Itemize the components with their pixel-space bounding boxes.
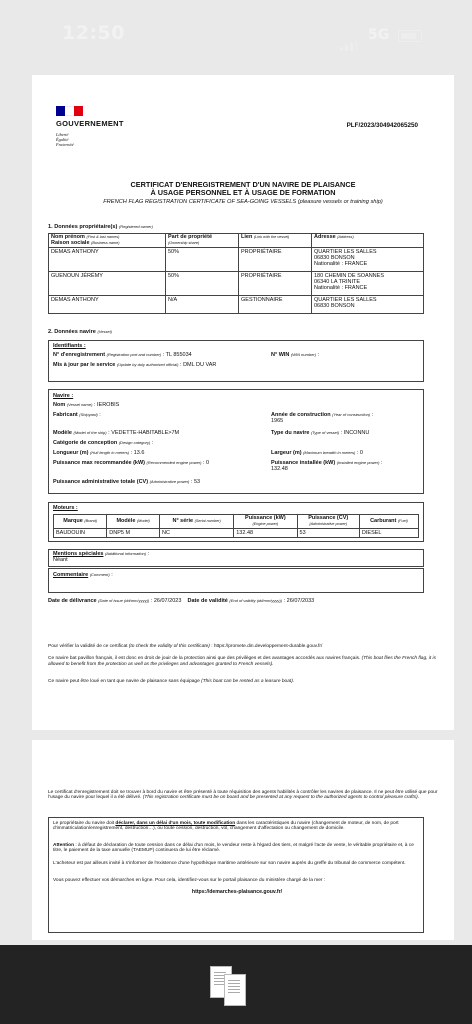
check-validity-note: Pour vérifier la validité de ce certificat (to check the validity of this certificate) : https://promete.din.developpement-durable.gouv.fr/	[48, 644, 323, 649]
vessel-section-title: 2. Données navire (Vessel)	[48, 329, 112, 335]
registration-number: N° d'enregistrement (Registration port and number) : TL 855034	[53, 352, 192, 358]
owners-table: Nom prénom (First & last names) Raison sociale (Business name) Part de propriété (Ownership share) Lien (Link with the vessel) Adresse (Address) DEMAS ANTHONY 50% PROPRIÉTAIRE QUARTIER LES SALLES 06830 BONSON Nationalité : FRANCE GUENOUN JÉRÉMY 50% PROPRIÉTAIRE 180 CHEMIN DE SOANNES 06340 LA TRINITE Nationalité : FRANCE DEMAS ANTHONY N/A GESTIONNAIRE QUARTIER LES SALLES 06830 BONSON	[48, 233, 424, 314]
warning-note: Attention : à défaut de déclaration de toute cession dans ce délai d'un mois, le vendeur reste à l'égard des tiers, et malgré l'acte de vente, le véritable propriétaire et, à ce titre, le paiement de la taxe annuelle (TAEMUP) continuera de lui être réclamé.	[53, 843, 414, 854]
identifiers-heading: Identifiants :	[53, 343, 86, 349]
win-number: N° WIN (WIN number) :	[271, 352, 320, 358]
rental-note: Ce navire peut être loué en tant que navire de plaisance sans équipage (This boat can be rented as a leasure boat).	[48, 679, 295, 684]
document-title: CERTIFICAT D'ENREGISTREMENT D'UN NAVIRE DE PLAISANCE À USAGE PERSONNEL ET À USAGE DE FORMATION	[130, 180, 356, 197]
comment-box	[48, 568, 424, 593]
recommended-power: Puissance max recommandée (kW) (Recommended engine power) : 0	[53, 460, 210, 466]
battery-icon	[398, 30, 422, 42]
vessel-type: Type du navire (Type of vessel) : INCONNU	[271, 430, 370, 436]
updated-by: Mis à jour par le service (Update by duly authorised official) : DML DU VAR	[53, 362, 217, 368]
engines-heading: Moteurs :	[53, 505, 78, 511]
certificate-reference: PLF/2023/304942065250	[346, 122, 418, 129]
vessel-maker: Fabricant (Shipyard) :	[53, 412, 101, 418]
administrative-power: Puissance administrative totale (CV) (Administrative power) : 53	[53, 479, 201, 485]
table-row: DEMAS ANTHONY N/A GESTIONNAIRE QUARTIER LES SALLES 06830 BONSON	[49, 296, 424, 314]
issue-date-label: Date de délivrance	[48, 598, 97, 604]
document-subtitle: FRENCH FLAG REGISTRATION CERTIFICATE OF SEA-GOING VESSELS (pleasure vessels or training ship)	[103, 199, 383, 205]
owner-obligations-box	[48, 817, 424, 933]
validity-date: : 26/07/2033	[283, 598, 315, 604]
identifiers-box	[48, 340, 424, 382]
flag-note: Ce navire bat pavillon français, il est donc en droit de jouir de la protection ainsi que des privilèges et des avantages accordés aux navires français. (This boat flies the French flag, it is allowed to benefit from the protection as well as the privileges and advantages granted to French vessels).	[48, 656, 436, 667]
onboard-note: Le certificat d'enregistrement doit se trouver à bord du navire et être présenté à toute réquisition des agents habilités à contrôler les navires de plaisance. Il ne peut être utilisé que pour l'usage du navire pour lequel il a été délivré. (This registration certificate must be on board and be presented at any request to the authorized agents to control pleasure crafts).	[48, 790, 438, 801]
mortgage-note: L'acheteur est par ailleurs invité à s'informer de l'existence d'une hypothèque maritime antérieure sur son navire auprès du greffe du tribunal de commerce compétent.	[53, 861, 406, 866]
validity-date-label: Date de validité	[187, 598, 228, 604]
table-row: GUENOUN JÉRÉMY 50% PROPRIÉTAIRE 180 CHEMIN DE SOANNES 06340 LA TRINITE Nationalité : FRANCE	[49, 272, 424, 296]
vessel-model: Modèle (Model of the ship) : VEDETTE-HABITABLE>7M	[53, 430, 180, 436]
comment-label: Commentaire (Comment) :	[53, 572, 113, 578]
table-row: DEMAS ANTHONY 50% PROPRIÉTAIRE QUARTIER LES SALLES 06830 BONSON Nationalité : FRANCE	[49, 248, 424, 272]
document-page-2	[32, 740, 454, 940]
document-page-1	[32, 75, 454, 730]
page-thumbnail-icon[interactable]	[210, 966, 244, 1004]
online-note: Vous pouvez effectuer vos démarches en ligne. Pour cela, identifiez-vous sur le portail plaisance du ministère chargé de la mer :	[53, 878, 326, 883]
special-mentions: Mentions spéciales (Additional information) : Néant	[53, 551, 150, 563]
vessel-year: Année de construction (Year of construction) : 1965	[271, 412, 374, 424]
special-mentions-box	[48, 549, 424, 567]
vessel-length: Longueur (m) (Hull length in meters) : 13.6	[53, 450, 145, 456]
installed-power: Puissance installée (kW) (Installed engine power) : 132.48	[271, 460, 383, 472]
dates-line: Date de délivrance (Date of issue (dd/mm/yyyy)) : 26/07/2023 Date de validité (End of validity (dd/mm/yyyy)) : 26/07/2033	[48, 598, 315, 604]
issue-date: : 26/07/2023	[150, 598, 182, 604]
status-time: 12:50	[62, 22, 125, 44]
vessel-heading: Navire :	[53, 393, 74, 399]
vessel-name: Nom (Vessel name) : IEROBIS	[53, 402, 120, 408]
government-label: GOUVERNEMENT	[56, 119, 124, 128]
vessel-box	[48, 389, 424, 494]
signal-icon	[340, 33, 360, 51]
table-row: BAUDOUIN DNP5 M NC 132.48 53 DIESEL	[54, 529, 419, 538]
declaration-note: Le propriétaire du navire doit déclarer, dans un délai d'un mois, toute modification dans les caractéristiques du navire (changement de moteur, de nom, de port d'immatriculation/enregistrement, destruction…), ou toute cession, destruction, vol, changement d'affectation ou changement de domicile.	[53, 821, 399, 832]
engines-table: Marque (Brand) Modèle (Model) N° série (Serial number) Puissance (kW) (Engine power) Puissance (CV) (Administrative power) Carburant (Fuel) BAUDOUIN DNP5 M NC 132.48 53 DIESEL	[53, 514, 419, 538]
republic-motto: Liberté Égalité Fraternité	[56, 132, 74, 147]
engines-box	[48, 502, 424, 542]
network-label: 5G	[368, 27, 390, 43]
status-bar	[0, 0, 472, 58]
design-category: Catégorie de conception (Design category) :	[53, 440, 154, 446]
marianne-flag-logo	[56, 106, 84, 116]
plaisance-portal-link[interactable]: https://demarches-plaisance.gouv.fr/	[191, 889, 283, 895]
vessel-width: Largeur (m) (Maximum breadth in meters) : 0	[271, 450, 363, 456]
owners-section-title: 1. Données propriétaire(s) (Registered owner)	[48, 224, 153, 230]
